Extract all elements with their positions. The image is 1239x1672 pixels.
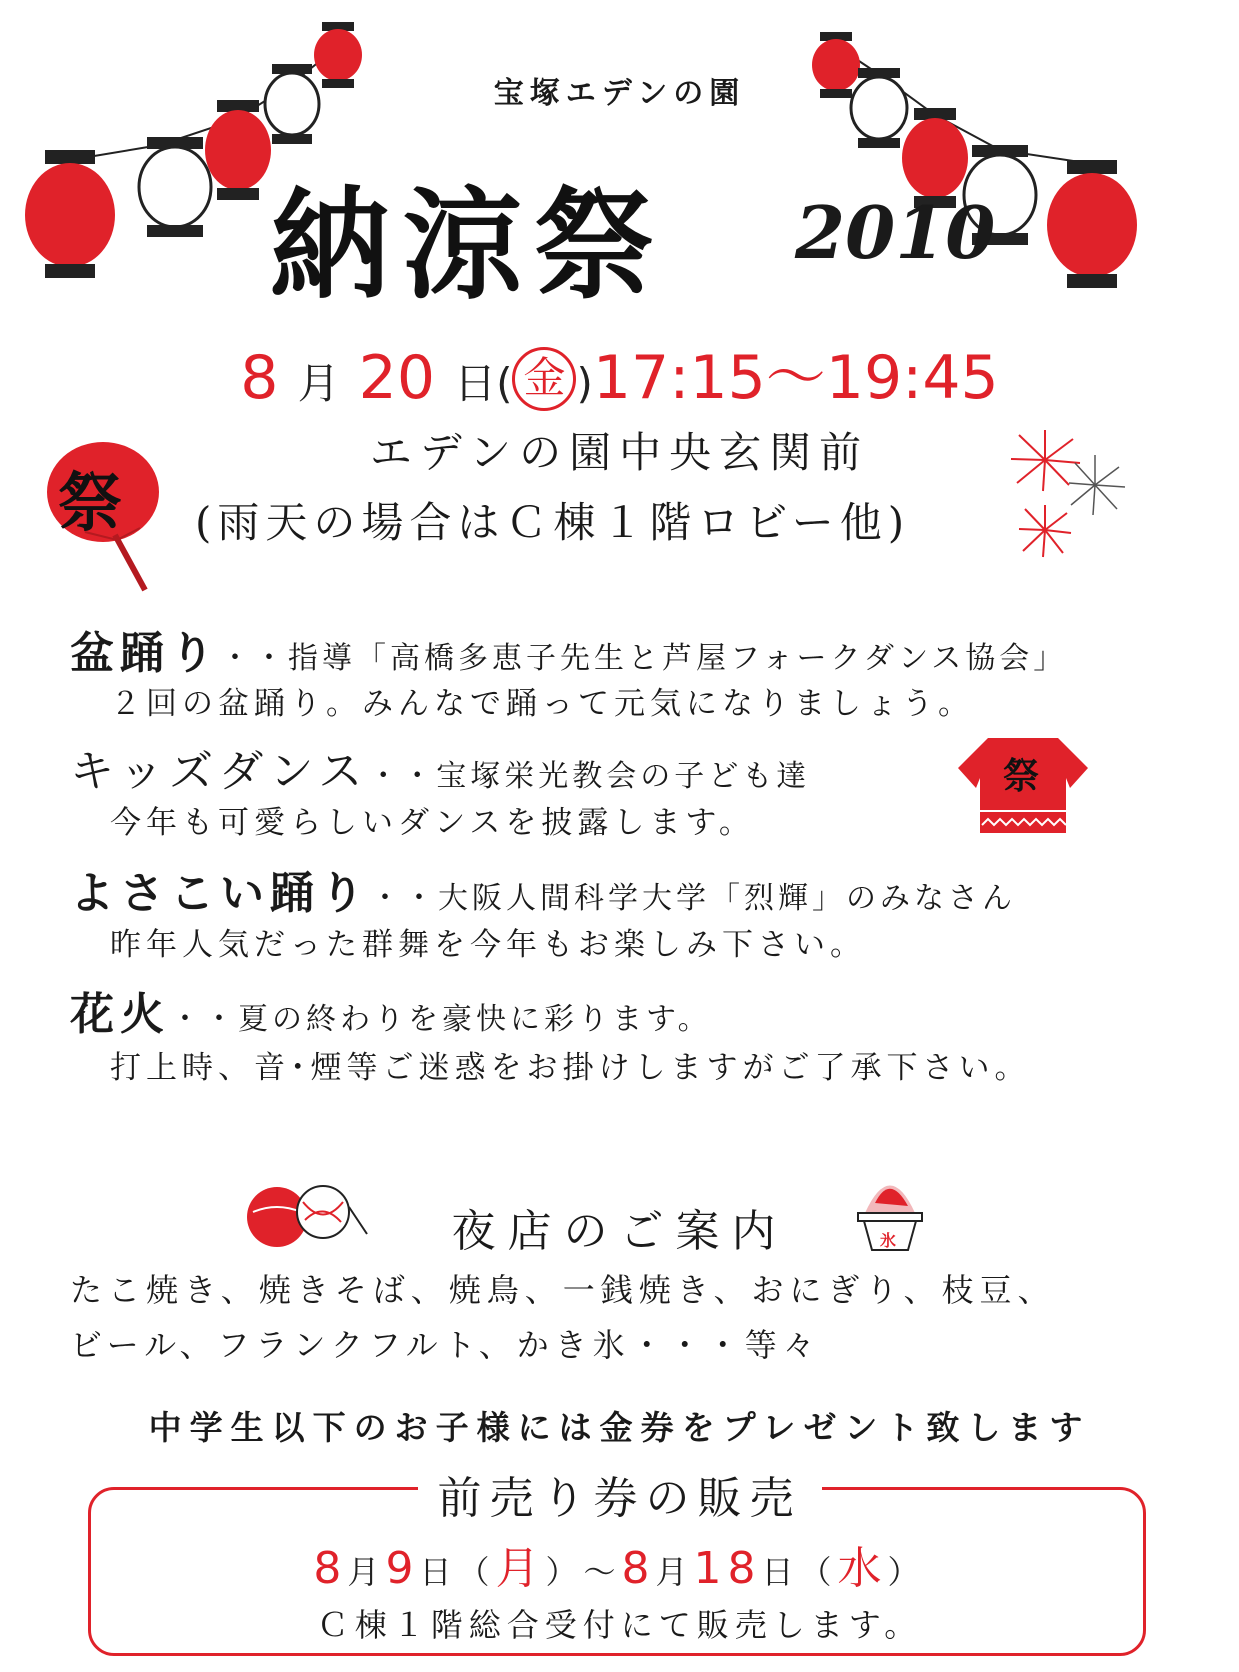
presale-tilde: 〜	[583, 1553, 622, 1591]
program-desc: 打上時、音･煙等ご迷惑をお掛けしますがご了承下さい。	[110, 1050, 1031, 1086]
presale-close-paren: ）	[545, 1553, 584, 1591]
event-datetime	[0, 330, 1239, 416]
firework-icon	[995, 425, 1135, 575]
program-detail: 指導「高橋多恵子先生と芦屋フォークダンス協会」	[288, 641, 1068, 676]
presale-close-paren: ）	[887, 1553, 926, 1591]
presale-end-month: 8	[621, 1543, 656, 1594]
presale-month-unit: 月	[347, 1553, 386, 1591]
program-head: 花火	[70, 989, 170, 1040]
program-dots: ・・	[220, 641, 288, 676]
rain-venue: (雨天の場合はＣ棟１階ロビー他)	[195, 498, 911, 547]
event-weekday: 金	[512, 347, 576, 411]
event-month-unit: 月	[297, 359, 340, 408]
presale-start-day: 9	[385, 1543, 420, 1594]
stalls-line-1: たこ焼き、焼きそば、焼鳥、一銭焼き、おにぎり、枝豆、	[70, 1271, 1056, 1309]
presale-end-weekday: 水	[837, 1543, 888, 1594]
event-day-unit: 日(	[454, 359, 513, 408]
presale-title	[0, 1462, 1239, 1526]
program-item-yosakoi	[70, 857, 1016, 921]
lantern-icon	[1047, 160, 1137, 290]
program-desc: 今年も可愛らしいダンスを披露します。	[110, 805, 755, 841]
presale-month-unit: 月	[655, 1553, 694, 1591]
presale-title-text: 前売り券の販売	[418, 1473, 822, 1524]
program-head: キッズダンス	[70, 746, 369, 797]
presale-dates	[0, 1532, 1239, 1596]
stalls-title: 夜店のご案内	[451, 1206, 788, 1257]
program-desc: 昨年人気だった群舞を今年もお楽しみ下さい。	[110, 927, 866, 963]
program-dots: ・・	[368, 759, 437, 794]
kakigori-label: 氷	[880, 1231, 897, 1250]
stalls-line-2: ビール、フランクフルト、かき氷・・・等々	[70, 1326, 821, 1364]
presale-day-unit: 日	[419, 1553, 458, 1591]
page-title: 納涼祭	[270, 175, 666, 316]
event-time: 17:15〜19:45	[592, 343, 999, 413]
program-desc: ２回の盆踊り。みんなで踊って元気になりましょう。	[110, 686, 974, 722]
presale-open-paren: （	[457, 1553, 496, 1591]
program-detail: 宝塚栄光教会の子ども達	[436, 759, 811, 794]
program-head: よさこい踊り	[70, 868, 370, 919]
venue-subtitle: 宝塚エデンの園	[493, 76, 746, 111]
presale-start-weekday: 月	[495, 1543, 546, 1594]
program-dots: ・・	[170, 1002, 238, 1037]
event-venue: エデンの園中央玄関前	[369, 428, 870, 477]
presale-day-unit: 日	[761, 1553, 800, 1591]
title-year: 2010	[795, 190, 996, 275]
program-item-kids-dance	[70, 735, 810, 799]
program-head: 盆踊り	[70, 628, 220, 679]
presale-end-day: 18	[693, 1543, 762, 1594]
happi-label: 祭	[1003, 755, 1040, 797]
event-day: 20	[358, 343, 436, 413]
presale-open-paren: （	[799, 1553, 838, 1591]
program-dots: ・・	[370, 881, 438, 916]
lantern-icon	[25, 150, 115, 280]
uchiwa-label: 祭	[58, 466, 122, 541]
presale-start-month: 8	[313, 1543, 348, 1594]
program-detail: 大阪人間科学大学「烈輝」のみなさん	[438, 881, 1016, 916]
program-item-bon-odori	[70, 617, 1067, 681]
program-detail: 夏の終わりを豪快に彩ります。	[238, 1002, 712, 1037]
event-month: 8	[240, 343, 279, 413]
presale-place: Ｃ棟１階総合受付にて販売します。	[316, 1606, 923, 1644]
kids-gift-note: 中学生以下のお子様には金券をプレゼント致します	[148, 1408, 1091, 1447]
program-item-fireworks	[70, 978, 712, 1042]
event-close-paren: )	[576, 359, 593, 408]
